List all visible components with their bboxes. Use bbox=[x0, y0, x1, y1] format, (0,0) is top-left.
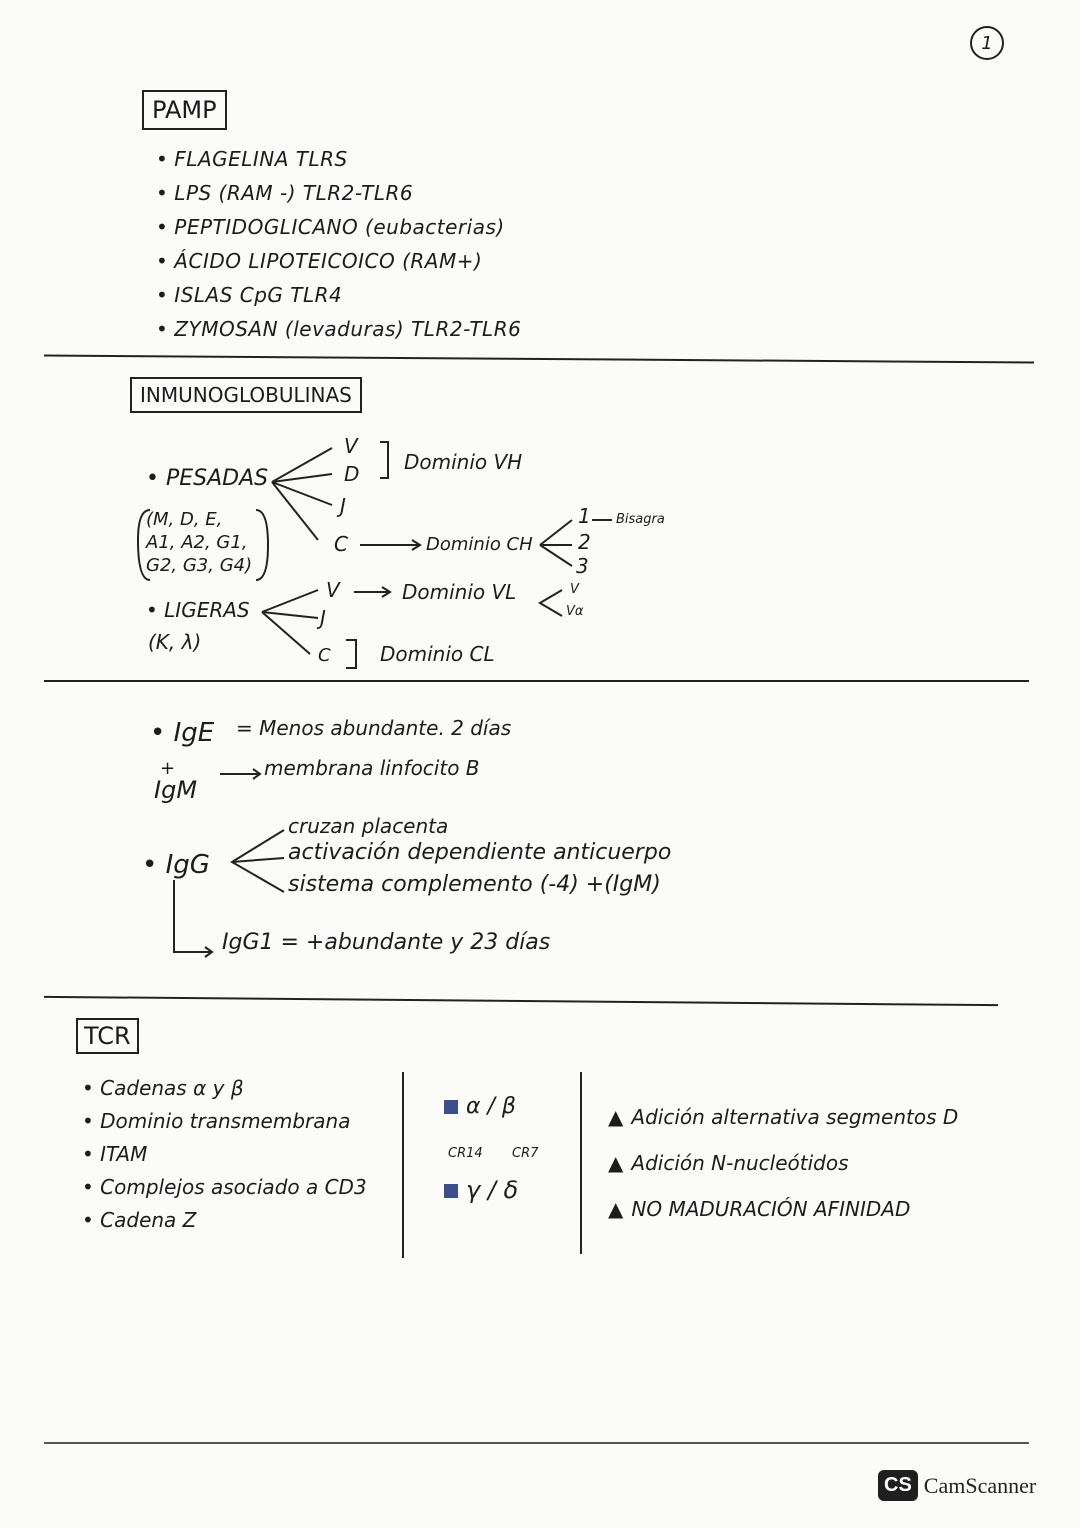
cr-left: CR14 bbox=[448, 1146, 483, 1161]
camscanner-logo bbox=[878, 1470, 1036, 1501]
list-item: • ÁCIDO LIPOTEICOICO (RAM+) bbox=[156, 244, 521, 278]
arrow bbox=[232, 858, 284, 862]
igg-text: IgG bbox=[165, 850, 210, 880]
igg1-line: IgG1 = +abundante y 23 días bbox=[222, 930, 551, 955]
vertical-divider bbox=[580, 1072, 582, 1254]
chains-gd bbox=[444, 1176, 518, 1204]
list-item: G2, G3, G4) bbox=[146, 555, 253, 576]
ige-line-2: membrana linfocito B bbox=[264, 756, 480, 780]
igg-branch-3: sistema complemento (-4) +(IgM) bbox=[288, 872, 661, 897]
ige-plus: + bbox=[160, 758, 176, 779]
list-item: • Complejos asociado a CD3 bbox=[82, 1175, 367, 1199]
ligeras-types: (K, λ) bbox=[148, 630, 202, 654]
light-segment-c: C bbox=[318, 645, 331, 666]
ligeras-label: • LIGERAS bbox=[146, 598, 250, 622]
square-icon bbox=[444, 1100, 458, 1114]
ch-part-1: 1 bbox=[578, 504, 591, 528]
divider bbox=[44, 996, 998, 1006]
light-segment-j: J bbox=[320, 606, 326, 630]
list-item: • ISLAS CpG TLR4 bbox=[156, 278, 521, 312]
list-item: • Cadena Z bbox=[82, 1208, 197, 1232]
igg-branch-2: activación dependiente anticuerpo bbox=[288, 840, 672, 865]
list-item: • LPS (RAM -) TLR2-TLR6 bbox=[156, 176, 521, 210]
chains-ab bbox=[444, 1094, 516, 1119]
ige-text: IgE bbox=[173, 718, 215, 748]
dominio-vh: Dominio VH bbox=[404, 450, 523, 474]
segment-j: J bbox=[340, 494, 346, 518]
ige-label: • IgE bbox=[150, 718, 215, 748]
tcr-notes bbox=[608, 1094, 958, 1232]
pesadas-label: • PESADAS bbox=[146, 466, 269, 491]
segment-d: D bbox=[344, 462, 360, 486]
dominio-vl: Dominio VL bbox=[402, 580, 517, 604]
ch-part-3: 3 bbox=[576, 554, 589, 578]
ig-title: INMUNOGLOBULINAS bbox=[130, 377, 362, 413]
list-item: • ZYMOSAN (levaduras) TLR2-TLR6 bbox=[156, 312, 521, 346]
pamp-title: PAMP bbox=[142, 90, 227, 130]
list-item: • PEPTIDOGLICANO (eubacterias) bbox=[156, 210, 521, 244]
segment-v: V bbox=[344, 434, 358, 458]
igg-branch-1: cruzan placenta bbox=[288, 814, 449, 838]
dominio-cl: Dominio CL bbox=[380, 642, 495, 666]
tcr-list bbox=[82, 1072, 367, 1237]
list-item: • FLAGELINA TLRS bbox=[156, 142, 521, 176]
vertical-divider bbox=[402, 1072, 404, 1258]
tcr-title: TCR bbox=[76, 1018, 139, 1054]
list-item: • Cadenas α y β bbox=[82, 1076, 244, 1100]
list-item: (M, D, E, bbox=[146, 509, 223, 530]
igg-label: • IgG bbox=[142, 850, 210, 880]
list-item: • ITAM bbox=[82, 1142, 148, 1166]
vl-part-va: Vα bbox=[566, 604, 584, 619]
igm-label: IgM bbox=[154, 776, 198, 804]
cr-right: CR7 bbox=[512, 1146, 539, 1161]
arrow bbox=[174, 880, 212, 952]
list-item: ▲ NO MADURACIÓN AFINIDAD bbox=[608, 1197, 911, 1221]
square-icon bbox=[444, 1184, 458, 1198]
light-segment-v: V bbox=[326, 578, 340, 602]
list-item: ▲ Adición N-nucleótidos bbox=[608, 1151, 849, 1175]
pesadas-text: PESADAS bbox=[165, 466, 269, 491]
divider bbox=[44, 1442, 1029, 1444]
chains-ab-text: α / β bbox=[466, 1094, 516, 1119]
logo-mark: CS bbox=[878, 1470, 918, 1501]
triangle-icon: ▲ bbox=[608, 1151, 624, 1175]
ige-line-1: = Menos abundante. 2 días bbox=[236, 716, 512, 740]
list-item: • Dominio transmembrana bbox=[82, 1109, 351, 1133]
logo-name: CamScanner bbox=[923, 1472, 1037, 1498]
segment-c: C bbox=[334, 532, 348, 556]
triangle-icon: ▲ bbox=[608, 1105, 624, 1129]
triangle-icon: ▲ bbox=[608, 1197, 624, 1221]
ch-part-2: 2 bbox=[578, 530, 591, 554]
chains-gd-text: γ / δ bbox=[466, 1176, 519, 1204]
page-number: 1 bbox=[970, 26, 1004, 60]
list-item: A1, A2, G1, bbox=[146, 532, 248, 553]
dominio-ch: Dominio CH bbox=[426, 534, 533, 555]
vl-part-v: V bbox=[570, 582, 579, 597]
ligeras-text: LIGERAS bbox=[164, 598, 250, 622]
bisagra-label: Bisagra bbox=[616, 512, 665, 527]
list-item: ▲ Adición alternativa segmentos D bbox=[608, 1105, 959, 1129]
